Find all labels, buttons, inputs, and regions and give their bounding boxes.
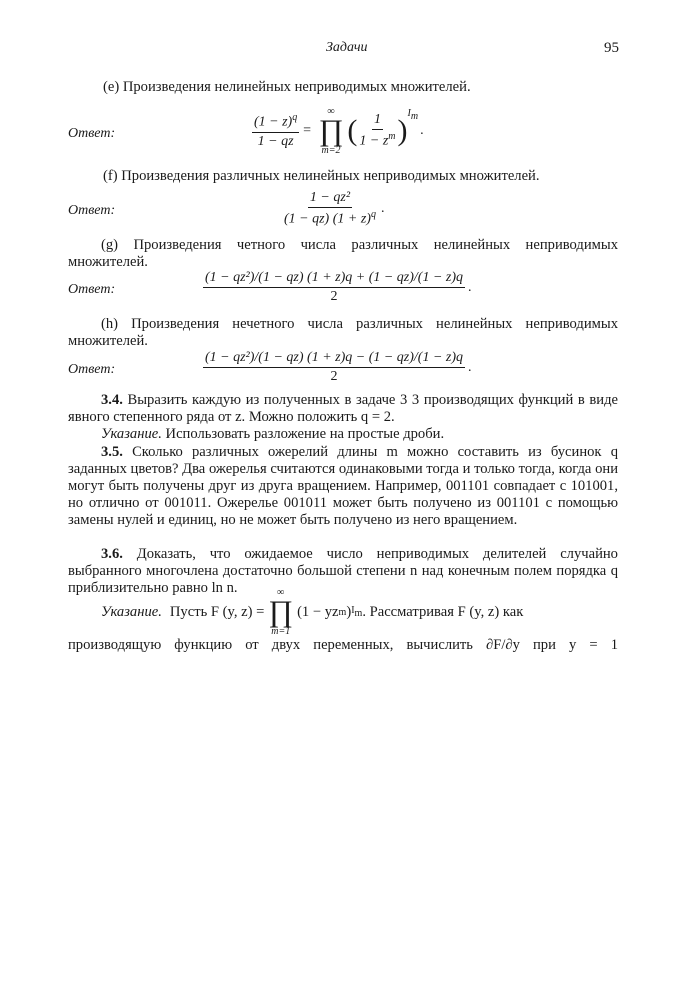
problem-3-6-hint: Указание. Пусть F (y, z) = ∞ ∏ m=1 (1 − yz m ) $I_m$ . Рассматривая F (y, z) как	[101, 587, 524, 637]
running-header-title: Задачи	[326, 40, 368, 55]
answer-label-h: Ответ:	[68, 362, 116, 377]
answer-label-e: Ответ:	[68, 126, 116, 141]
formula-e-inner-fraction: $\frac{1}{1 - z^m}$	[359, 112, 396, 149]
formula-g: $\frac{\text{(1 − qz²)/(1 − qz) (1 + z)q + (1 − qz)/(1 − z)q}}{2}$ .	[205, 270, 472, 304]
item-e-text: (e) Произведения нелинейных неприводимых множителей.	[103, 79, 471, 95]
formula-e: $\frac{(1 - z)^q}{1 - qz}$ = ∞ ∏ m=2 ( $\frac{1}{1 - z^m}$ ) $^{I_m}$ .	[254, 106, 424, 156]
product-symbol: ∞ ∏ m=2	[318, 106, 344, 156]
product-symbol-hint: ∞ ∏ m=1	[268, 587, 294, 637]
answer-label-f: Ответ:	[68, 203, 116, 218]
item-h-text: (h) Произведения нечетного числа различных нелинейных неприводимых множителей.	[68, 316, 618, 349]
answer-label-g: Ответ:	[68, 282, 116, 297]
formula-e-equals: =	[302, 123, 312, 138]
problem-3-5: 3.5. Сколько различных ожерелий длины m можно составить из бусинок q заданных цветов? Два ожерелья считаются одинаковыми тогда и только тогда, когда они могут быть получены друг из друга вращением. Например, 001101 совпадает с 101001, но отлично от 001011. Ожерелье 001011 может быть получено из 001101 с помощью замены нулей и единиц, но не может быть получено из него вращением.	[68, 444, 618, 528]
item-g-text: (g) Произведения четного числа различных нелинейных неприводимых множителей.	[68, 237, 618, 270]
formula-h: $\frac{\text{(1 − qz²)/(1 − qz) (1 + z)q − (1 − qz)/(1 − z)q}}{2}$ .	[205, 350, 472, 384]
problem-3-6-last-line: производящую функцию от двух переменных, вычислить ∂F/∂y при y = 1	[68, 637, 618, 653]
formula-e-fraction: $\frac{(1 - z)^q}{1 - qz}$	[254, 112, 298, 149]
problem-3-4-hint: Указание. Использовать разложение на простые дроби.	[101, 426, 445, 442]
page-number: 95	[604, 40, 619, 56]
formula-f: $\frac{\text{1 − qz²}}{(1 - qz) (1 + z)^q}$ .	[284, 190, 385, 227]
problem-3-6: 3.6. Доказать, что ожидаемое число неприводимых делителей случайно выбранного многочлена достаточно большой степени n над конечным полем порядка q приблизительно равно ln n.	[68, 546, 618, 596]
item-f-text: (f) Произведения различных нелинейных неприводимых множителей.	[103, 168, 540, 184]
problem-3-4: 3.4. Выразить каждую из полученных в задаче 3 3 производящих функций в виде явного степенного ряда от z. Можно положить q = 2.	[68, 392, 618, 425]
